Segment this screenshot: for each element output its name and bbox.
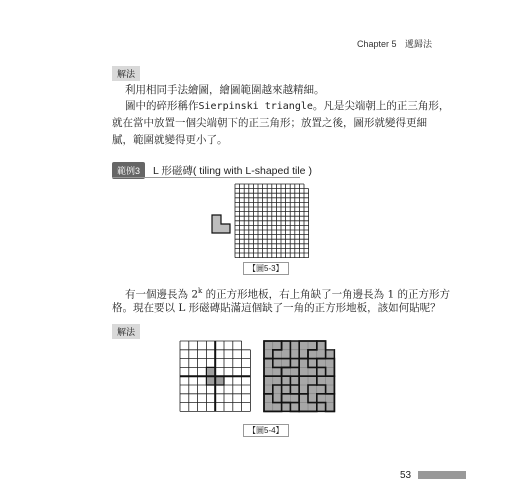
exponent-k: k [198, 287, 203, 295]
solution-line-4: 膩，範圍就變得更小了。 [112, 134, 228, 146]
solution-line-2c: 。凡是尖端朝上的正三角形， [312, 100, 450, 112]
chapter-number: Chapter 5 [356, 39, 397, 49]
solution-line-1: 利用相同手法繪圖，繪圖範圍越來越精細。 [125, 84, 325, 96]
figure-5-4-caption: 【圖5-4】 [243, 424, 289, 437]
chapter-title: 遞歸法 [404, 39, 432, 49]
solution-line-2a: 圖中的碎形稱作 [125, 100, 199, 112]
solution-line-3: 就在當中放置一個尖端朝下的正三角形；放置之後，圖形就變得更細 [112, 117, 427, 129]
sierpinski-term: Sierpinski triangle [198, 101, 313, 112]
problem-line-1a: 有一個邊長為 2 [125, 288, 199, 301]
figure-5-3-caption: 【圖5-3】 [243, 262, 289, 275]
page-number-bar [418, 471, 466, 479]
problem-line-2: 格。現在要以 L 形磁磚貼滿這個缺了一角的正方形地板，該如何貼呢？ [112, 302, 441, 314]
solution-label-2: 解法 [112, 324, 140, 339]
page-number: 53 [400, 470, 412, 481]
solution-label: 解法 [112, 66, 140, 81]
problem-line-1b: 的正方形地板，右上角缺了一角邊長為 1 的正方形方 [202, 288, 450, 301]
example-title: L 形磁磚( tiling with L-shaped tile ) [153, 165, 312, 177]
example-badge: 範例3 [112, 162, 145, 179]
